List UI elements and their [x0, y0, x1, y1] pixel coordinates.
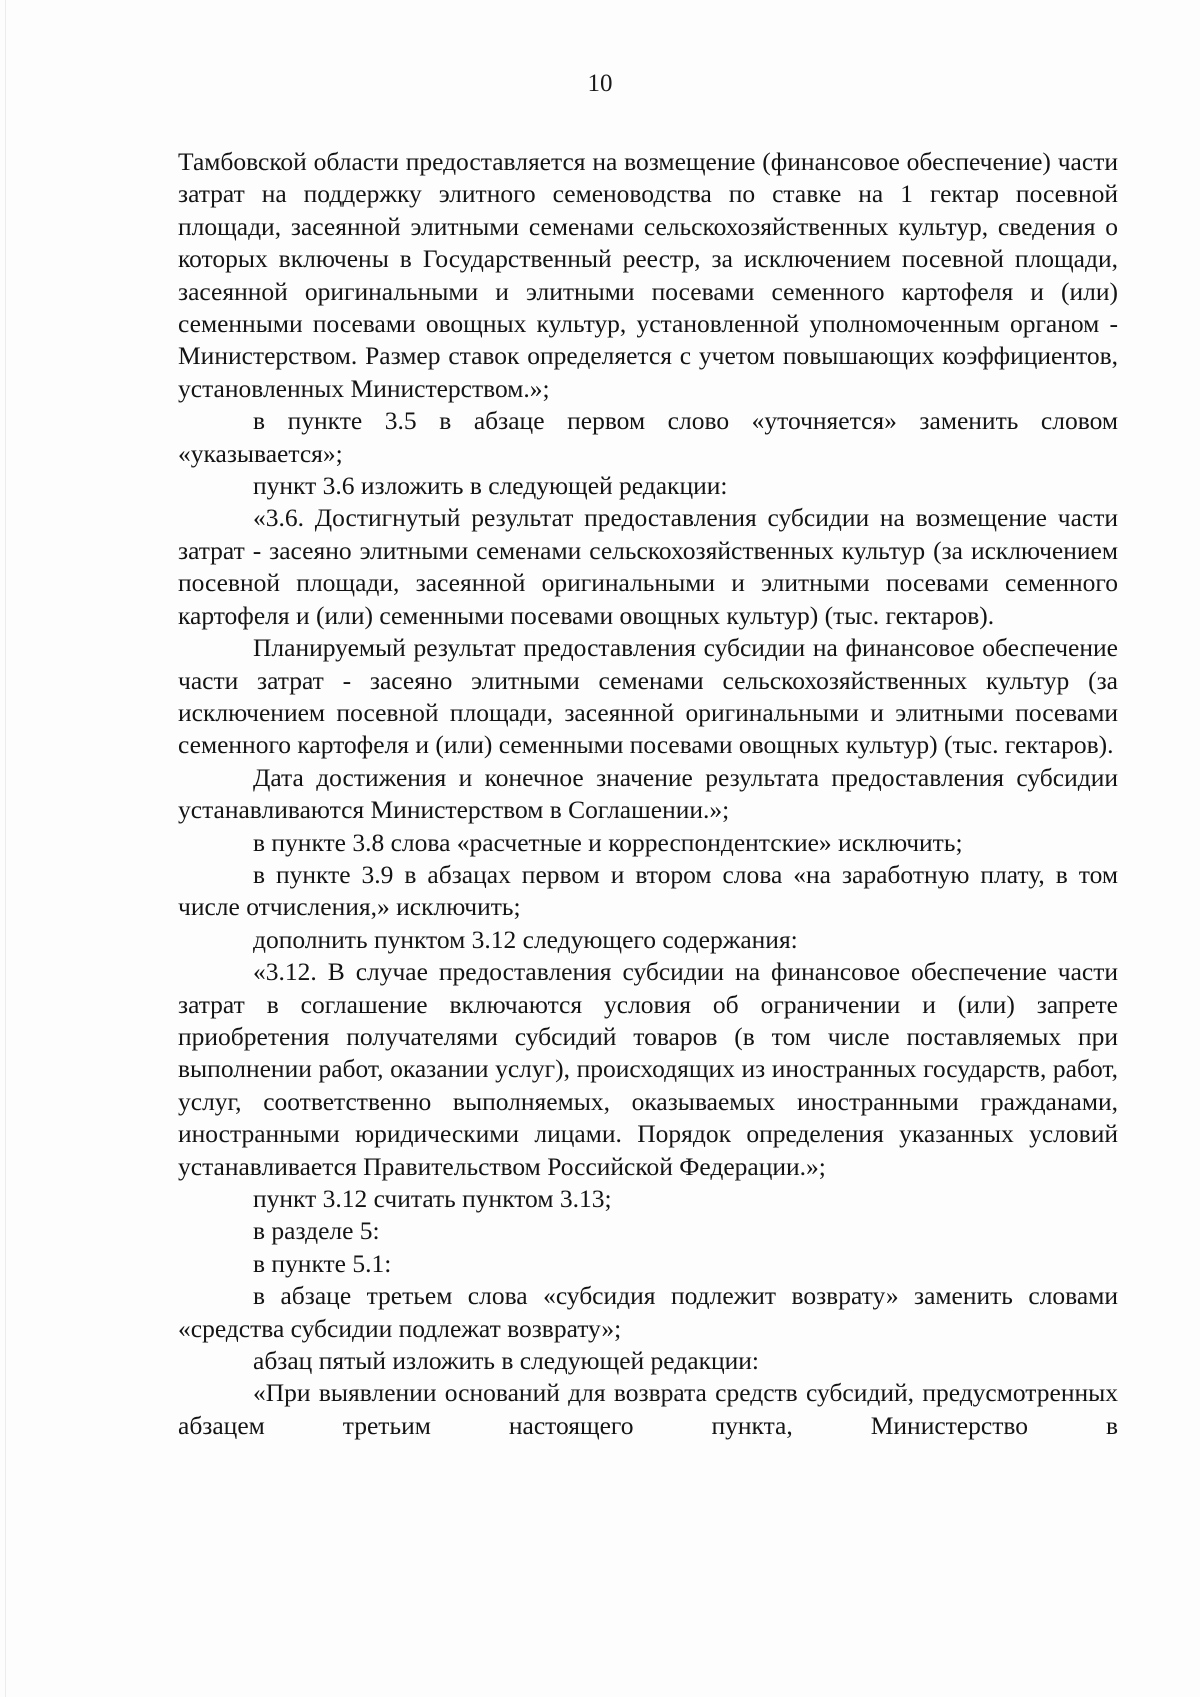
paragraph-continuation: Тамбовской области предоставляется на возмещение (финансовое обеспечение) части затрат на поддержку элитного семеноводства по ставке на 1 гектар посевной площади, засеянной элитными семенами сельскохозяйственных культур, сведения о которых включены в Государственный реестр, за исключением посевной площади, засеянной оригинальными и элитными посевами семенного картофеля и (или) семенными посевами овощных культур, установленной уполномоченным органом - Министерством. Размер ставок определяется с учетом повышающих коэффициентов, установленных Министерством.»; — [178, 147, 1118, 403]
paragraph: в разделе 5: — [253, 1216, 380, 1246]
document-body — [178, 146, 1118, 1442]
paragraph: Дата достижения и конечное значение результата предоставления субсидии устанавливаются Министерством в Соглашении.»; — [178, 762, 1118, 825]
paragraph: в пункте 3.5 в абзаце первом слово «уточняется» заменить словом «указывается»; — [178, 406, 1118, 468]
scan-edge-line — [5, 0, 6, 1697]
paragraph: «3.12. В случае предоставления субсидии на финансовое обеспечение части затрат в соглашение включаются условия об ограничении и (или) запрете приобретения получателями субсидий товаров (в том числе поставляемых при выполнении работ, оказании услуг), происходящих из иностранных государств, работ, услуг, соответственно выполняемых, оказываемых иностранными гражданами, иностранными юридическими лицами. Порядок определения указанных условий устанавливается Правительством Российской Федерации.»; — [178, 957, 1118, 1181]
paragraph: «При выявлении оснований для возврата средств субсидий, предусмотренных абзацем третьим настоящего пункта, Министерство в — [178, 1378, 1118, 1440]
paragraph: абзац пятый изложить в следующей редакции: — [253, 1346, 759, 1376]
paragraph: в пункте 3.8 слова «расчетные и корреспондентские» исключить; — [253, 827, 963, 857]
paragraph: пункт 3.12 считать пунктом 3.13; — [253, 1184, 612, 1213]
paragraph: в пункте 3.9 в абзацах первом и втором слова «на заработную плату, в том числе отчисления,» исключить; — [178, 859, 1118, 922]
paragraph: пункт 3.6 изложить в следующей редакции: — [253, 471, 728, 501]
paragraph: Планируемый результат предоставления субсидии на финансовое обеспечение части затрат - засеяно элитными семенами сельскохозяйственных культур (за исключением посевной площади, засеянной оригинальными и элитными посевами семенного картофеля и (или) семенными посевами овощных культур) (тыс. гектаров). — [178, 633, 1118, 760]
paragraph: «3.6. Достигнутый результат предоставления субсидии на возмещение части затрат - засеяно элитными семенами сельскохозяйственных культур (за исключением посевной площади, засеянной оригинальными и элитными посевами семенного картофеля и (или) семенными посевами овощных культур) (тыс. гектаров). — [178, 503, 1118, 630]
paragraph: в абзаце третьем слова «субсидия подлежит возврату» заменить словами «средства субсидии подлежат возврату»; — [178, 1281, 1118, 1343]
page-number: 10 — [587, 70, 613, 97]
paragraph: в пункте 5.1: — [253, 1248, 392, 1278]
paragraph: дополнить пунктом 3.12 следующего содержания: — [253, 924, 798, 954]
